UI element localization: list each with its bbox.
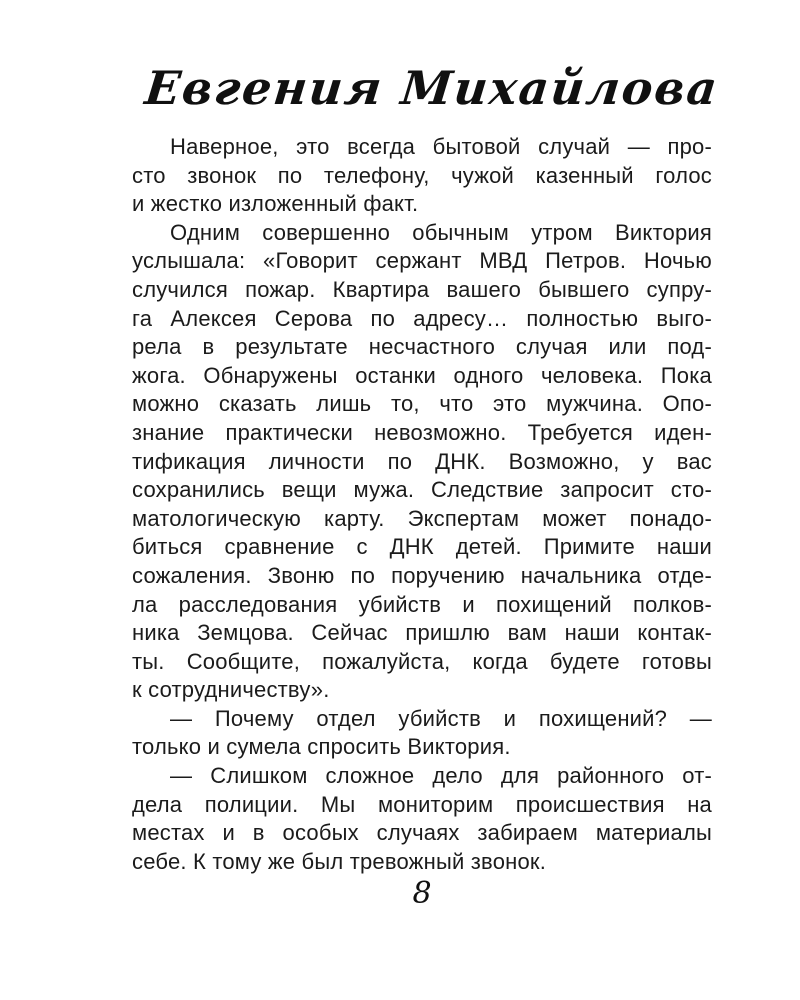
text-line: и жестко изложенный факт. [132,191,419,217]
text-line: к сотрудничеству». [132,677,330,703]
text-line: себе. К тому же был тревожный звонок. [132,848,547,874]
text-line: местах и в особых случаях забираем материалы [132,820,712,846]
text-line: рела в результате несчастного случая или под- [132,334,712,360]
text-line: только и сумела спросить Виктория. [132,734,511,760]
text-line: биться сравнение с ДНК детей. Примите наши [132,534,712,560]
text-line: сохранились вещи мужа. Следствие запросит сто- [132,477,712,503]
text-line: ты. Сообщите, пожалуйста, когда будете готовы [132,648,712,674]
text-line: матологическую карту. Экспертам может понадо- [132,505,712,531]
text-line: Наверное, это всегда бытовой случай — про- [170,134,712,159]
body-text [132,133,712,876]
text-line: Одним совершенно обычным утром Виктория [170,219,712,245]
text-line: — Почему отдел убийств и похищений? — [170,705,712,731]
text-line: — Слишком сложное дело для районного от- [170,763,712,789]
text-line: ла расследования убийств и похищений полков- [132,591,712,617]
text-line: сожаления. Звоню по поручению начальника отде- [132,562,712,588]
text-line: можно сказать лишь то, что это мужчина. Опо- [132,391,712,417]
text-line: дела полиции. Мы мониторим происшествия на [132,791,712,817]
text-line: знание практически невозможно. Требуется иден- [132,419,712,445]
text-line: тификация личности по ДНК. Возможно, у вас [132,448,712,474]
text-line: услышала: «Говорит сержант МВД Петров. Ночью [132,248,712,274]
author-name: Евгения Михайлова [142,61,722,115]
text-line: случился пожар. Квартира вашего бывшего супру- [132,276,712,302]
text-line: жога. Обнаружены останки одного человека. Пока [132,362,712,388]
text-line: ника Земцова. Сейчас пришлю вам наши контак- [132,620,712,646]
text-line: сто звонок по телефону, чужой казенный голос [132,162,712,188]
page-number: 8 [412,876,432,911]
text-line: га Алексея Серова по адресу… полностью выго- [132,305,712,331]
